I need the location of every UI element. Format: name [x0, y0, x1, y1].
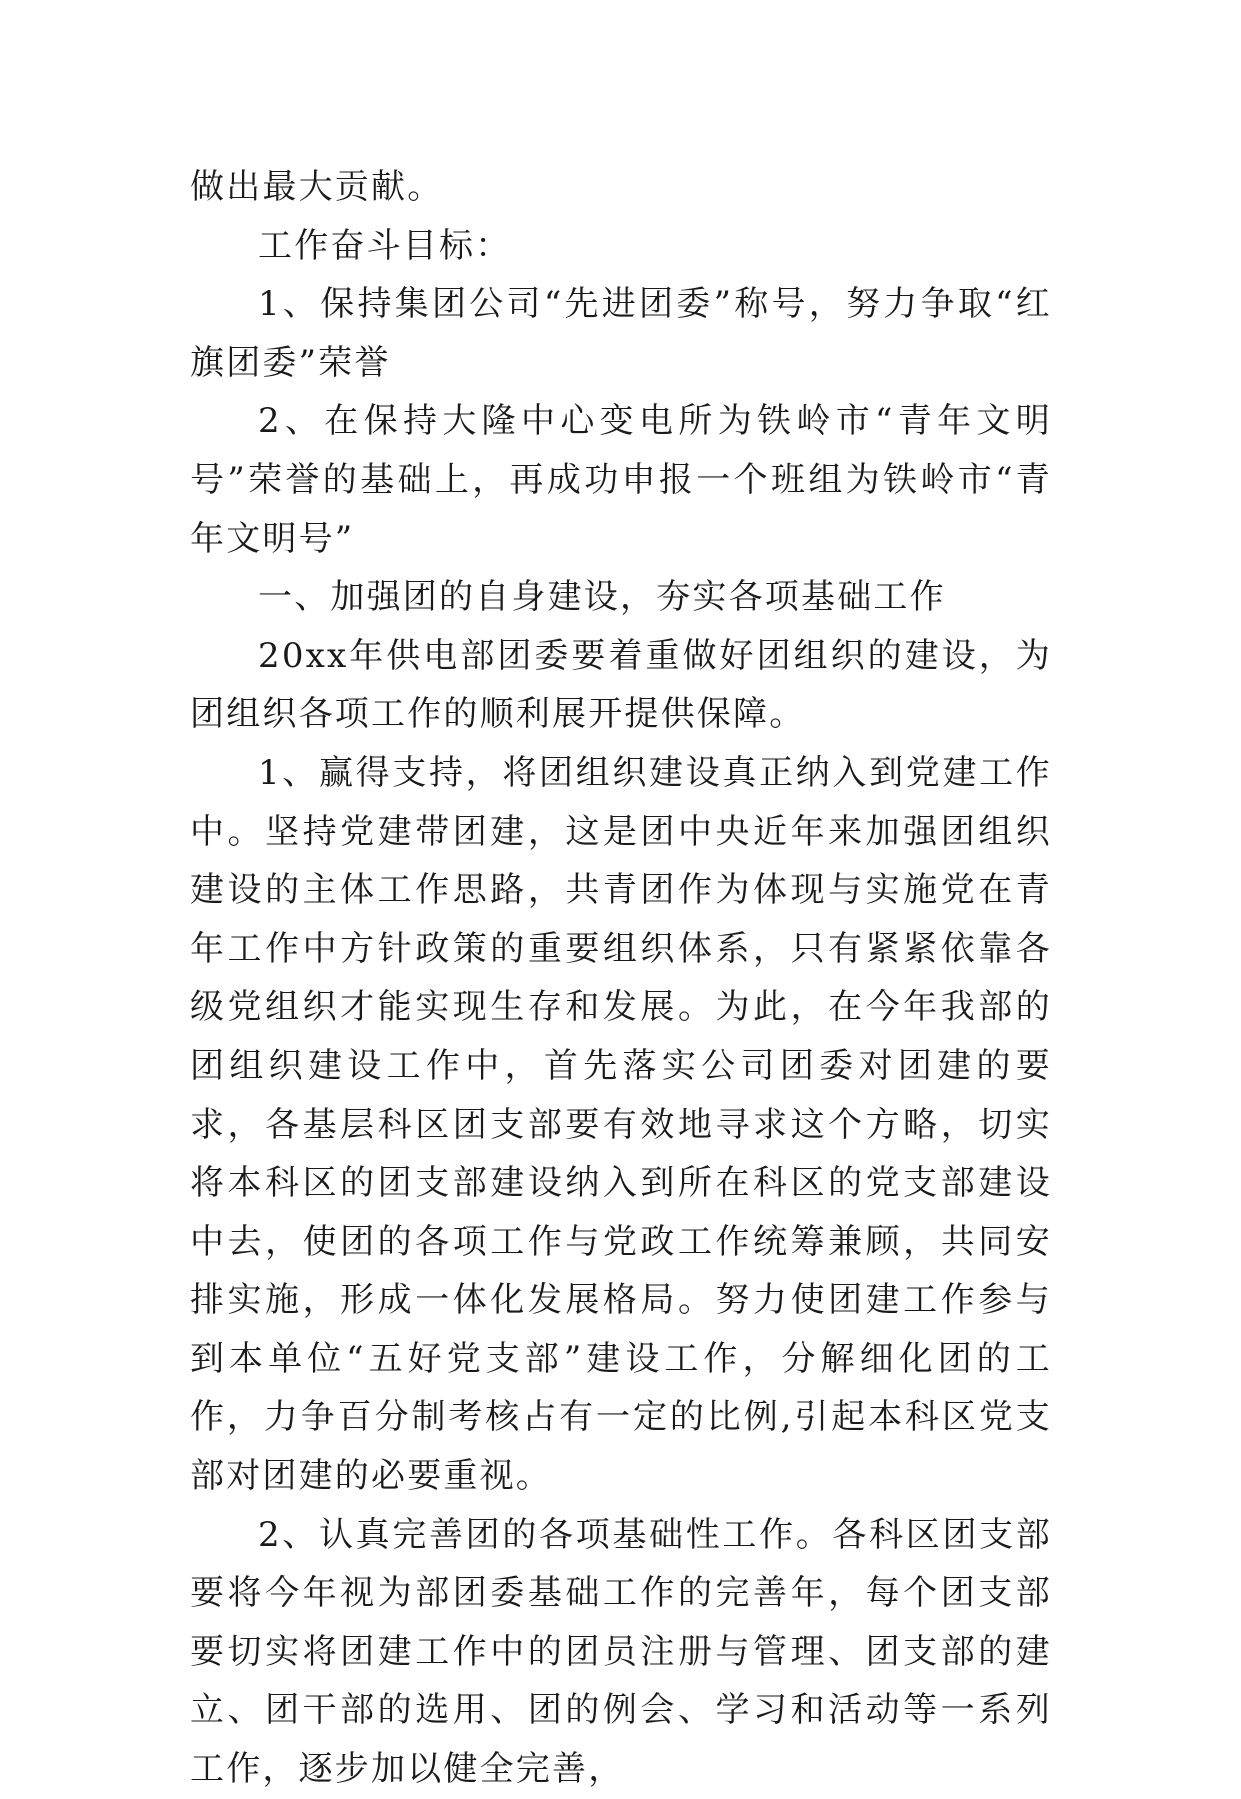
paragraph-item-1: 1、赢得支持，将团组织建设真正纳入到党建工作中。坚持党建带团建，这是团中央近年来加强团组织建设的主体工作思路，共青团作为体现与实施党在青年工作中方针政策的重要组织体系，只有紧紧依靠各级党组织才能实现生存和发展。为此，在今年我部的团组织建设工作中，首先落实公司团委对团建的要求，各基层科区团支部要有效地寻求这个方略，切实将本科区的团支部建设纳入到所在科区的党支部建设中去，使团的各项工作与党政工作统筹兼顾，共同安排实施，形成一体化发展格局。努力使团建工作参与到本单位“五好党支部”建设工作，分解细化团的工作，力争百分制考核占有一定的比例,引起本科区党支部对团建的必要重视。: [190, 752, 1052, 1497]
section-heading-1: 一、加强团的自身建设，夯实各项基础工作: [258, 577, 946, 618]
paragraph-section-intro: 20xx年供电部团委要着重做好团组织的建设，为团组织各项工作的顺利展开提供保障。: [190, 635, 1052, 735]
paragraph-closing-line: 做出最大贡献。: [190, 167, 444, 207]
paragraph-goal-2: 2、在保持大隆中心变电所为铁岭市“青年文明号”荣誉的基础上，再成功申报一个班组为铁岭市“青年文明号”: [190, 401, 1052, 559]
paragraph-goal-1: 1、保持集团公司“先进团委”称号，努力争取“红旗团委”荣誉: [190, 284, 1052, 383]
paragraph-goals-heading: 工作奋斗目标：: [258, 225, 512, 266]
paragraph-item-2: 2、认真完善团的各项基础性工作。各科区团支部要将今年视为部团委基础工作的完善年，每个团支部要切实将团建工作中的团员注册与管理、团支部的建立、团干部的选用、团的例会、学习和活动等一系列工作，逐步加以健全完善，: [190, 1514, 1052, 1790]
document-body: [190, 158, 1052, 1799]
